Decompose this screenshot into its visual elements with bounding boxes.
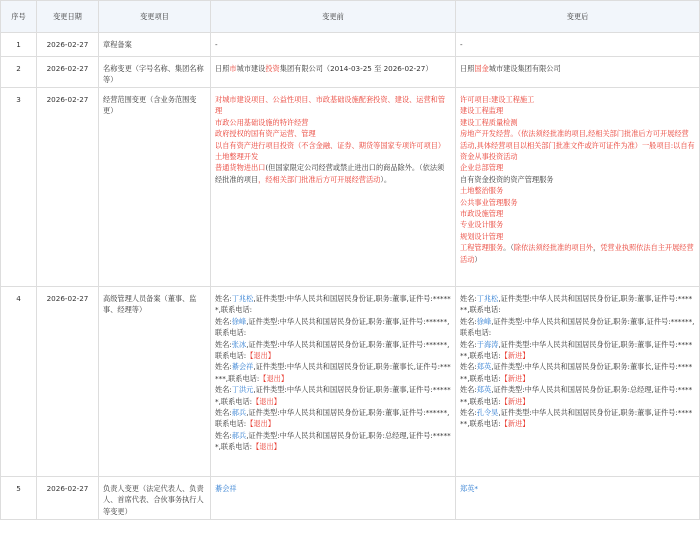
text-segment: ,证件类型:中华人民共和国居民身份证,职务:总经理,证件号:******,联系电话:: [215, 430, 451, 452]
text-segment: 市: [229, 64, 237, 73]
cell-line: [460, 117, 695, 128]
person-name-link[interactable]: 于海涛: [476, 339, 499, 349]
cell-line: [215, 94, 451, 117]
status-tag: 【退出】: [252, 396, 281, 406]
cell-line: [460, 242, 695, 265]
row-date: 2026-02-27: [37, 57, 99, 88]
text-segment: 许可项目:建设工程施工: [460, 95, 535, 104]
row-before: [211, 477, 456, 520]
text-segment: ）: [474, 254, 482, 264]
cell-line: [215, 63, 451, 74]
text-segment: ，经相关部门批准后方可开展经营活动: [258, 174, 381, 184]
text-segment: ,证件类型:中华人民共和国居民身份证,职务:董事,证件号:******,联系电话:: [215, 294, 451, 315]
cell-line: [460, 197, 695, 208]
cell-line: [460, 185, 695, 196]
text-segment: ,证件类型:中华人民共和国居民身份证,职务:董事,证件号:******,联系电话:: [215, 408, 450, 429]
row-date: 2026-02-27: [37, 287, 99, 477]
row-before: [211, 88, 456, 287]
row-item: 名称变更（字号名称、集团名称等）: [99, 57, 211, 88]
status-tag: 【新进】: [500, 373, 530, 383]
status-tag: 【新进】: [500, 396, 530, 406]
cell-line: [215, 293, 451, 316]
person-name-link[interactable]: 郑英*: [460, 484, 478, 493]
text-segment: 姓名:: [460, 316, 477, 326]
row-after: [456, 287, 700, 477]
text-segment: ）。: [380, 174, 392, 184]
text-segment: 姓名:: [460, 362, 477, 372]
cell-line: [460, 384, 695, 407]
cell-line: [460, 162, 695, 173]
row-after: [456, 88, 700, 287]
text-segment: 土地整理开发: [215, 152, 259, 162]
cell-line: [460, 174, 695, 185]
row-index: 3: [1, 88, 37, 287]
text-segment: 工程管理服务: [460, 243, 504, 253]
row-date: 2026-02-27: [37, 88, 99, 287]
text-segment: 。（依法须经批准的项目,经相关部门批准后方可开展经营活动,具体经营项目以相关部门批准文件或许可证件为准）一般项目:以自有资金从事投资活动: [460, 129, 695, 162]
text-segment: -: [215, 40, 218, 49]
text-segment: 市政公用基础设施的特许经营: [215, 117, 309, 127]
col-header-after: 变更后: [456, 1, 700, 33]
row-index: 4: [1, 287, 37, 477]
text-segment: ,证件类型:中华人民共和国居民身份证,职务:董事长,证件号:******,联系电话:: [215, 362, 451, 383]
text-segment: 房地产开发经营: [460, 129, 511, 139]
text-segment: ,证件类型:中华人民共和国居民身份证,职务:董事,证件号:******,联系电话:: [460, 316, 695, 338]
cell-line: [460, 293, 695, 316]
person-name-link[interactable]: 丁兆松: [231, 294, 254, 303]
text-segment: 城市建设: [236, 64, 266, 73]
person-name-link[interactable]: 丁兆松: [476, 294, 499, 303]
text-segment: 集团有限公司（2014-03-25 至 2026-02-27）: [279, 64, 433, 73]
row-before: [211, 33, 456, 57]
text-segment: ,证件类型:中华人民共和国居民身份证,职务:董事,证件号:******,联系电话:: [460, 408, 693, 429]
text-segment: 姓名:: [215, 430, 232, 440]
status-tag: 【退出】: [252, 442, 281, 452]
row-item: 章程备案: [99, 33, 211, 57]
text-segment: -: [460, 40, 463, 49]
text-segment: 政府授权的国有资产运营、管理: [215, 129, 316, 139]
table-header-row: [1, 1, 700, 33]
text-segment: 姓名:: [215, 408, 232, 418]
person-name-link[interactable]: 郑英: [476, 385, 492, 395]
text-segment: 普通货物进出口: [215, 163, 266, 173]
person-name-link[interactable]: 徐峰: [231, 316, 247, 326]
row-date: 2026-02-27: [37, 33, 99, 57]
cell-line: [460, 208, 695, 219]
text-segment: 除依法须经批准的项目外: [513, 243, 593, 253]
cell-line: [215, 316, 451, 339]
row-before: [211, 57, 456, 88]
cell-line: [215, 117, 451, 128]
row-item: 负责人变更（法定代表人、负责人、首席代表、合伙事务执行人等变更）: [99, 477, 211, 520]
text-segment: 土地整治服务: [460, 186, 504, 196]
col-header-before: 变更前: [211, 1, 456, 33]
col-header-item: 变更项目: [99, 1, 211, 33]
text-segment: 以自有资产进行项目投资（不含金融、证券、期货等国家专项许可项目）: [215, 140, 446, 150]
person-name-link[interactable]: 綦会祥: [231, 362, 254, 372]
cell-line: [215, 128, 451, 139]
table-row: [1, 57, 700, 88]
row-after: [456, 57, 700, 88]
text-segment: ,证件类型:中华人民共和国居民身份证,职务:总经理,证件号:******,联系电话:: [460, 385, 693, 406]
text-segment: 公共事业管理服务: [460, 197, 518, 207]
text-segment: 姓名:: [460, 385, 477, 395]
text-segment: 姓名:: [460, 294, 477, 303]
row-index: 1: [1, 33, 37, 57]
table-row: [1, 287, 700, 477]
text-segment: 。（: [503, 243, 514, 253]
cell-line: [460, 316, 695, 339]
cell-line: [460, 128, 695, 162]
text-segment: 对城市建设项目、公益性项目、市政基础设施配套投资、建设、运营和管理: [215, 95, 446, 116]
cell-line: [215, 39, 451, 50]
status-tag: 【退出】: [259, 373, 289, 383]
person-name-link[interactable]: 綦会祥: [215, 484, 237, 493]
cell-line: [460, 407, 695, 430]
text-segment: 规划设计管理: [460, 231, 504, 241]
person-name-link[interactable]: 郝兵: [231, 430, 247, 440]
text-segment: 凭营业执照依法自主开展经营活动: [460, 243, 694, 264]
row-item: 经营范围变更（含业务范围变更）: [99, 88, 211, 287]
text-segment: ,证件类型:中华人民共和国居民身份证,职务:董事,证件号:******,联系电话:: [215, 339, 450, 361]
cell-line: [460, 94, 695, 105]
cell-line: [215, 151, 451, 162]
cell-line: [215, 162, 451, 185]
status-tag: 【新进】: [500, 351, 530, 361]
cell-line: [460, 219, 695, 230]
person-name-link[interactable]: 徐峰: [476, 316, 492, 326]
cell-line: [215, 407, 451, 430]
cell-line: [215, 339, 451, 362]
row-date: 2026-02-27: [37, 477, 99, 520]
person-name-link[interactable]: 郝兵: [231, 408, 247, 418]
text-segment: 市政设施管理: [460, 209, 504, 219]
text-segment: 姓名:: [460, 339, 477, 349]
text-segment: 自有资金投资的资产管理服务: [460, 174, 554, 184]
text-segment: (但国家限定公司经营或禁止进出口的商品除外。（依法须经批准的项目: [215, 163, 445, 184]
row-index: 5: [1, 477, 37, 520]
table-row: [1, 33, 700, 57]
status-tag: 【新进】: [500, 419, 530, 429]
text-segment: 投资: [265, 64, 280, 73]
table-row: [1, 477, 700, 520]
row-after: [456, 33, 700, 57]
cell-line: [215, 140, 451, 151]
text-segment: 城市建设集团有限公司: [488, 64, 561, 73]
text-segment: ,证件类型:中华人民共和国居民身份证,职务:董事,证件号:******,联系电话:: [215, 385, 451, 406]
text-segment: ,证件类型:中华人民共和国居民身份证,职务:董事,证件号:******,联系电话:: [460, 294, 693, 315]
person-name-link[interactable]: 张冰: [231, 339, 247, 349]
col-header-index: 序号: [1, 1, 37, 33]
status-tag: 【退出】: [246, 351, 275, 361]
text-segment: ,证件类型:中华人民共和国居民身份证,职务:董事长,证件号:******,联系电话:: [460, 362, 693, 383]
text-segment: 建设工程监理: [460, 106, 504, 116]
text-segment: 企业总部管理: [460, 163, 504, 173]
text-segment: 姓名:: [215, 294, 232, 303]
text-segment: 姓名:: [215, 316, 232, 326]
cell-line: [215, 483, 451, 494]
text-segment: ，: [593, 243, 601, 253]
cell-line: [460, 39, 695, 50]
row-index: 2: [1, 57, 37, 88]
cell-line: [215, 361, 451, 384]
cell-line: [460, 483, 695, 494]
cell-line: [460, 231, 695, 242]
cell-line: [460, 63, 695, 74]
text-segment: 国金: [474, 64, 489, 73]
cell-line: [215, 384, 451, 407]
text-segment: 姓名:: [215, 385, 232, 395]
col-header-date: 变更日期: [37, 1, 99, 33]
person-name-link[interactable]: 丁洪元: [231, 385, 254, 395]
row-item: 高级管理人员备案（董事、监事、经理等）: [99, 287, 211, 477]
text-segment: 专业设计服务: [460, 220, 504, 230]
cell-line: [460, 105, 695, 116]
table-row: [1, 88, 700, 287]
cell-line: [460, 361, 695, 384]
status-tag: 【退出】: [246, 419, 275, 429]
text-segment: ,证件类型:中华人民共和国居民身份证,职务:董事,证件号:******,联系电话:: [215, 316, 450, 338]
row-after: [456, 477, 700, 520]
text-segment: 日照: [460, 64, 475, 73]
row-before: [211, 287, 456, 477]
text-segment: 姓名:: [215, 339, 232, 349]
cell-line: [460, 339, 695, 362]
text-segment: ,证件类型:中华人民共和国居民身份证,职务:董事,证件号:******,联系电话:: [460, 339, 693, 361]
cell-line: [215, 430, 451, 453]
text-segment: 建设工程质量检测: [460, 117, 518, 127]
text-segment: 日照: [215, 64, 230, 73]
person-name-link[interactable]: 孔令昊: [476, 408, 499, 418]
text-segment: 姓名:: [215, 362, 232, 372]
text-segment: 姓名:: [460, 408, 477, 418]
person-name-link[interactable]: 郑英: [476, 362, 492, 372]
